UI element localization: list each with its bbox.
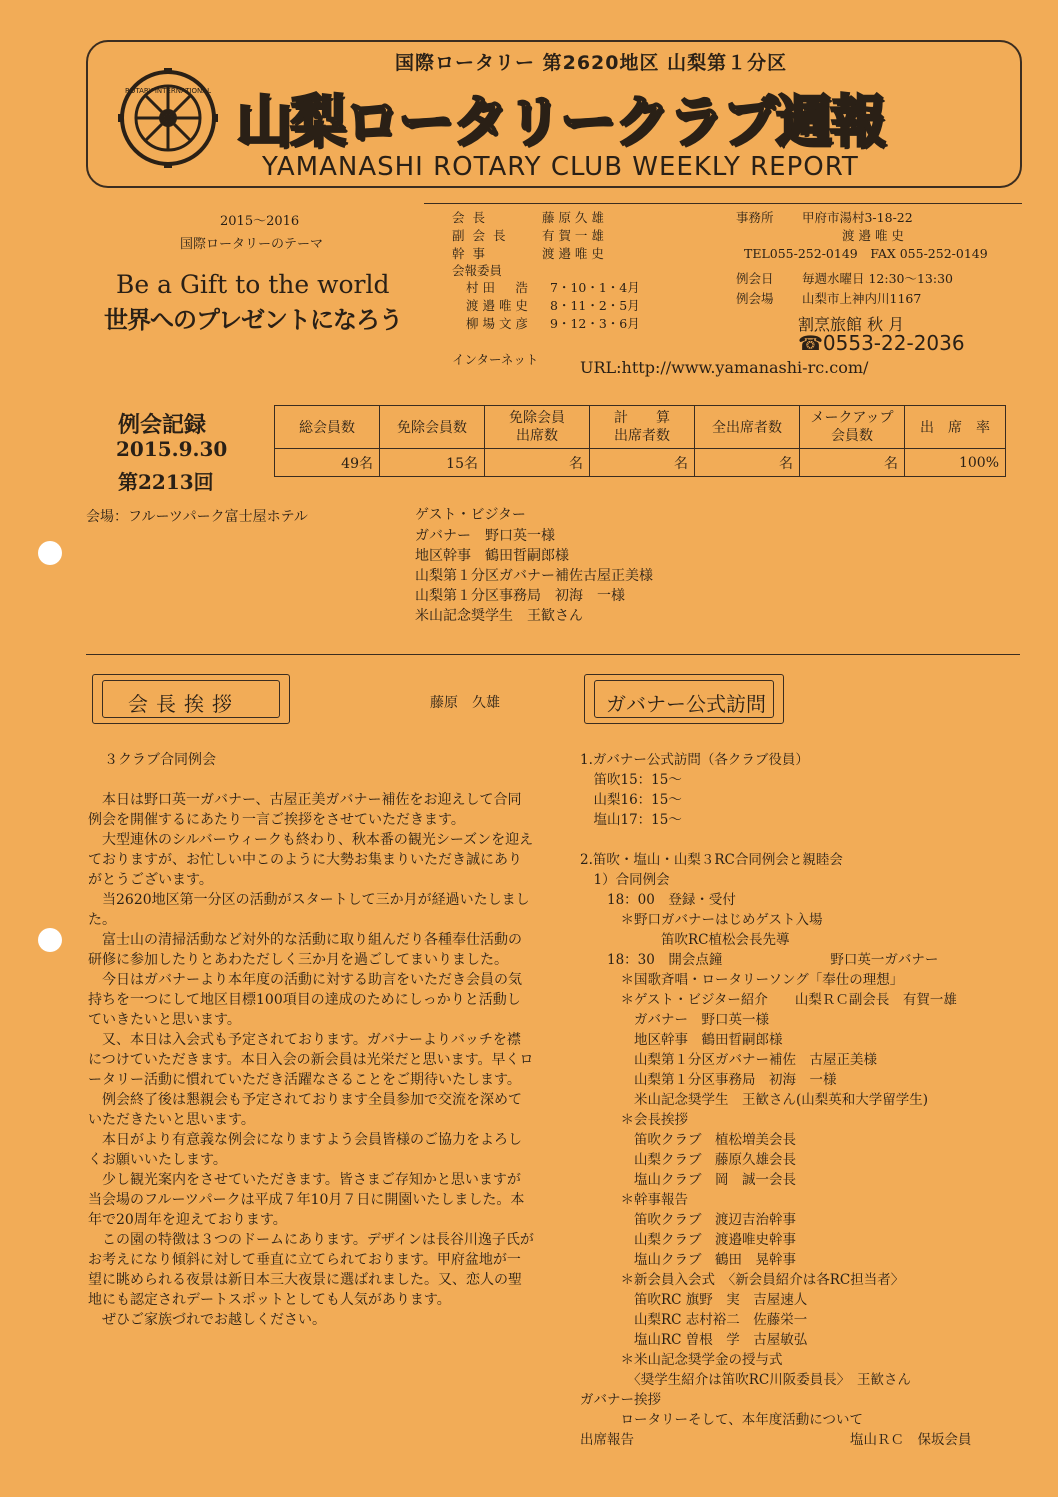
bulletin-member — [466, 280, 640, 295]
message-paragraph: この園の特徴は３つのドームにあります。デザインは長谷川逸子氏がお考えになり傾斜に対して垂直に立てられております。甲府盆地が一望に眺められる夜景は新日本三大夜景に選ばれました。又、恋人の聖地にも認定されデートスポットとしても人気があります。 — [88, 1232, 534, 1308]
program-line: 〈奨学生紹介は笛吹RC川阪委員長〉 王歓さん — [580, 1372, 911, 1388]
meeting-place: 山梨市上神内川1167 — [801, 291, 922, 306]
internet-label: インターネット — [452, 352, 539, 367]
program-line: ＊幹事報告 — [580, 1192, 688, 1208]
attendance-value: 名 — [695, 449, 800, 477]
guest-line: 米山記念奨学生 王歓さん — [415, 608, 583, 624]
bulletin-label: 会報委員 — [452, 263, 503, 278]
program-line: ロータリーそして、本年度活動について — [580, 1412, 863, 1428]
program-line: 2.笛吹・塩山・山梨３RC合同例会と親睦会 — [580, 852, 843, 868]
section-divider — [86, 654, 1020, 655]
attendance-header: 免除会員数 — [380, 406, 485, 449]
officer-name: 有 賀 一 雄 — [541, 228, 604, 243]
officer-row — [452, 228, 604, 243]
guest-line: 地区幹事 鶴田晢嗣郎様 — [415, 548, 569, 564]
program-line: 笛吹RC植松会長先導 — [580, 932, 790, 948]
office-tel: TEL055-252-0149 FAX 055-252-0149 — [744, 246, 988, 261]
governor-heading: ガバナー公式訪問 — [606, 692, 766, 716]
program-line: 米山記念奨学生 王歓さん(山梨英和大学留学生) — [580, 1092, 929, 1108]
attendance-header: 計 算 出席者数 — [590, 406, 695, 449]
program-line: ＊野口ガバナーはじめゲスト入場 — [580, 912, 823, 928]
message-subtitle: ３クラブ合同例会 — [104, 752, 216, 768]
theme-year: 2015～2016 — [220, 214, 300, 229]
attendance-value: 名 — [590, 449, 695, 477]
message-paragraph: 又、本日は入会式も予定されております。ガバナーよりバッチを襟につけていただきます。本日入会の新会員は光栄だと思います。早くロータリー活動に慣れていただき活躍なさることをご期待いたします。 — [88, 1032, 534, 1088]
meeting-place-label: 例会場 — [736, 291, 774, 306]
ryokan-phone: ☎0553-22-2036 — [798, 331, 965, 355]
attendance-value: 名 — [485, 449, 590, 477]
program-line — [580, 830, 1026, 850]
meeting-day: 毎週水曜日 12:30～13:30 — [801, 271, 954, 286]
record-title: 例会記録 — [118, 412, 207, 438]
president-message — [88, 750, 534, 1330]
bulletin-member-months: 8・11・2・5月 — [549, 298, 640, 313]
masthead-title: 山梨ロータリークラブ週報 — [236, 90, 884, 155]
program-line: ガバナー 野口英一様 — [580, 1012, 769, 1028]
meeting-day-label: 例会日 — [736, 271, 774, 286]
attendance-header: メークアップ 会員数 — [800, 406, 905, 449]
office-label: 事務所 — [736, 210, 774, 225]
rotary-wheel-icon — [118, 68, 218, 168]
guest-line: 山梨第１分区ガバナー補佐古屋正美様 — [415, 568, 653, 584]
guest-line: 山梨第１分区事務局 初海 一様 — [415, 588, 625, 604]
website-url[interactable]: URL:http://www.yamanashi-rc.com/ — [580, 358, 869, 377]
program-line: 出席報告 塩山ＲＣ 保坂会員 — [580, 1432, 972, 1448]
attendance-header: 総会員数 — [275, 406, 380, 449]
program-line: 18：30 開会点鐘 野口英一ガバナー — [580, 952, 939, 968]
theme-en: Be a Gift to the world — [116, 270, 390, 299]
program-line: ＊国歌斉唱・ロータリーソング「奉仕の理想」 — [580, 972, 904, 988]
masthead-title-en: YAMANASHI ROTARY CLUB WEEKLY REPORT — [262, 152, 859, 182]
masthead-subtitle: 国際ロータリー 第2620地区 山梨第１分区 — [395, 52, 788, 74]
attendance-value-row — [275, 449, 1006, 477]
program-line: 山梨第１分区ガバナー補佐 古屋正美様 — [580, 1052, 877, 1068]
theme-ja: 世界へのプレゼントになろう — [104, 306, 403, 334]
punch-hole — [38, 541, 62, 565]
program-line: 塩山クラブ 鶴田 晃幹事 — [580, 1252, 796, 1268]
message-paragraph: 今日はガバナーより本年度の活動に対する助言をいただき会員の気持ちを一つにして地区目標100項目の達成のためにしっかりと活動していきたいと思います。 — [88, 972, 522, 1028]
message-paragraph: 本日がより有意義な例会になりますよう会員皆様のご協力をよろしくお願いいたします。 — [88, 1132, 522, 1168]
attendance-header: 全出席者数 — [695, 406, 800, 449]
program-line: 笛吹15：15～ — [580, 772, 682, 788]
attendance-value: 15名 — [380, 449, 485, 477]
program-line: 1.ガバナー公式訪問（各クラブ役員） — [580, 752, 809, 768]
program-line: 塩山クラブ 岡 誠一会長 — [580, 1172, 796, 1188]
program-line: 笛吹クラブ 渡辺吉治幹事 — [580, 1212, 796, 1228]
ryokan-name: 割烹旅館 秋 月 — [798, 315, 905, 334]
program-line: 山梨RC 志村裕二 佐藤栄一 — [580, 1312, 808, 1328]
attendance-header: 出 席 率 — [905, 406, 1006, 449]
president-author: 藤原 久雄 — [430, 695, 500, 711]
officer-role: 幹事 — [452, 246, 494, 261]
attendance-header-row — [275, 406, 1006, 449]
program-line: 塩山RC 曽根 学 古屋敏弘 — [580, 1332, 808, 1348]
program-line: ＊新会員入会式 〈新会員紹介は各RC担当者〉 — [580, 1272, 905, 1288]
program-line: ガバナー挨拶 — [580, 1392, 661, 1408]
officer-row — [452, 246, 604, 261]
program-line: 山梨16：15～ — [580, 792, 682, 808]
program-line: 1）合同例会 — [580, 872, 670, 888]
guest-line: ガバナー 野口英一様 — [415, 528, 555, 544]
program-line: ＊会長挨拶 — [580, 1112, 688, 1128]
venue: 会場：フルーツパーク富士屋ホテル — [86, 509, 308, 525]
message-paragraph: 大型連休のシルバーウィークも終わり、秋本番の観光シーズンを迎えておりますが、お忙しい中このように大勢お集まりいただき誠にありがとうございます。 — [88, 832, 534, 888]
officer-role: 会長 — [452, 210, 494, 225]
message-paragraph: ぜひご家族づれでお越しください。 — [102, 1312, 326, 1328]
record-date: 2015.9.30 — [116, 437, 228, 461]
officer-name: 藤 原 久 雄 — [541, 210, 604, 225]
office-contact: 渡 邉 唯 史 — [842, 228, 904, 243]
bulletin-member-name: 村 田 浩 — [466, 280, 528, 295]
officer-row — [452, 210, 604, 225]
attendance-value: 49名 — [275, 449, 380, 477]
bulletin-member-name: 柳 場 文 彦 — [466, 316, 528, 331]
program-line: 山梨第１分区事務局 初海 一様 — [580, 1072, 837, 1088]
governor-program — [580, 750, 1026, 1450]
program-line: 地区幹事 鶴田晢嗣郎様 — [580, 1032, 783, 1048]
attendance-value: 100% — [905, 449, 1006, 477]
program-line: 18：00 登録・受付 — [580, 892, 736, 908]
punch-hole — [38, 928, 62, 952]
attendance-table — [274, 405, 1006, 477]
bulletin-member — [466, 298, 640, 313]
attendance-value: 名 — [800, 449, 905, 477]
guest-line: ゲスト・ビジター — [415, 507, 526, 523]
bulletin-member-months: 9・12・3・6月 — [549, 316, 640, 331]
message-paragraph: 本日は野口英一ガバナー、古屋正美ガバナー補佐をお迎えして合同例会を開催するにあたり一言ご挨拶をさせていただきます。 — [88, 792, 522, 828]
bulletin-member-months: 7・10・1・4月 — [549, 280, 640, 295]
president-heading: 会長挨拶 — [128, 692, 240, 716]
office-address: 甲府市湯村3-18-22 — [801, 210, 913, 225]
bulletin-member-name: 渡 邉 唯 史 — [466, 298, 528, 313]
program-line: ＊ゲスト・ビジター紹介 山梨ＲＣ副会長 有賀一雄 — [580, 992, 957, 1008]
message-paragraph: 少し観光案内をさせていただきます。皆さまご存知かと思いますが当会場のフルーツパークは平成７年10月７日に開園いたしました。本年で20周年を迎えております。 — [88, 1172, 525, 1228]
program-line: 塩山17：15～ — [580, 812, 682, 828]
attendance-header: 免除会員 出席数 — [485, 406, 590, 449]
program-line: 笛吹RC 旗野 実 吉屋速人 — [580, 1292, 808, 1308]
message-paragraph: 富士山の清掃活動など対外的な活動に取り組んだり各種奉仕活動の研修に参加したりとあわただしく三か月を過ごしてまいりました。 — [88, 932, 522, 968]
divider — [424, 203, 1022, 204]
message-paragraph: 当2620地区第一分区の活動がスタートして三か月が経過いたしました。 — [88, 892, 530, 928]
officer-name: 渡 邉 唯 史 — [541, 246, 604, 261]
record-number: 第2213回 — [118, 470, 214, 494]
logo-text: ROTARY INTERNATIONAL — [125, 87, 211, 95]
program-line: 山梨クラブ 渡邉唯史幹事 — [580, 1232, 796, 1248]
message-paragraph: 例会終了後は懇親会も予定されております全員参加で交流を深めていただきたいと思います。 — [88, 1092, 522, 1128]
program-line: ＊米山記念奨学金の授与式 — [580, 1352, 783, 1368]
theme-label: 国際ロータリーのテーマ — [180, 237, 324, 252]
program-line: 山梨クラブ 藤原久雄会長 — [580, 1152, 796, 1168]
bulletin-member — [466, 316, 640, 331]
officer-role: 副会長 — [452, 228, 514, 243]
program-line: 笛吹クラブ 植松増美会長 — [580, 1132, 796, 1148]
